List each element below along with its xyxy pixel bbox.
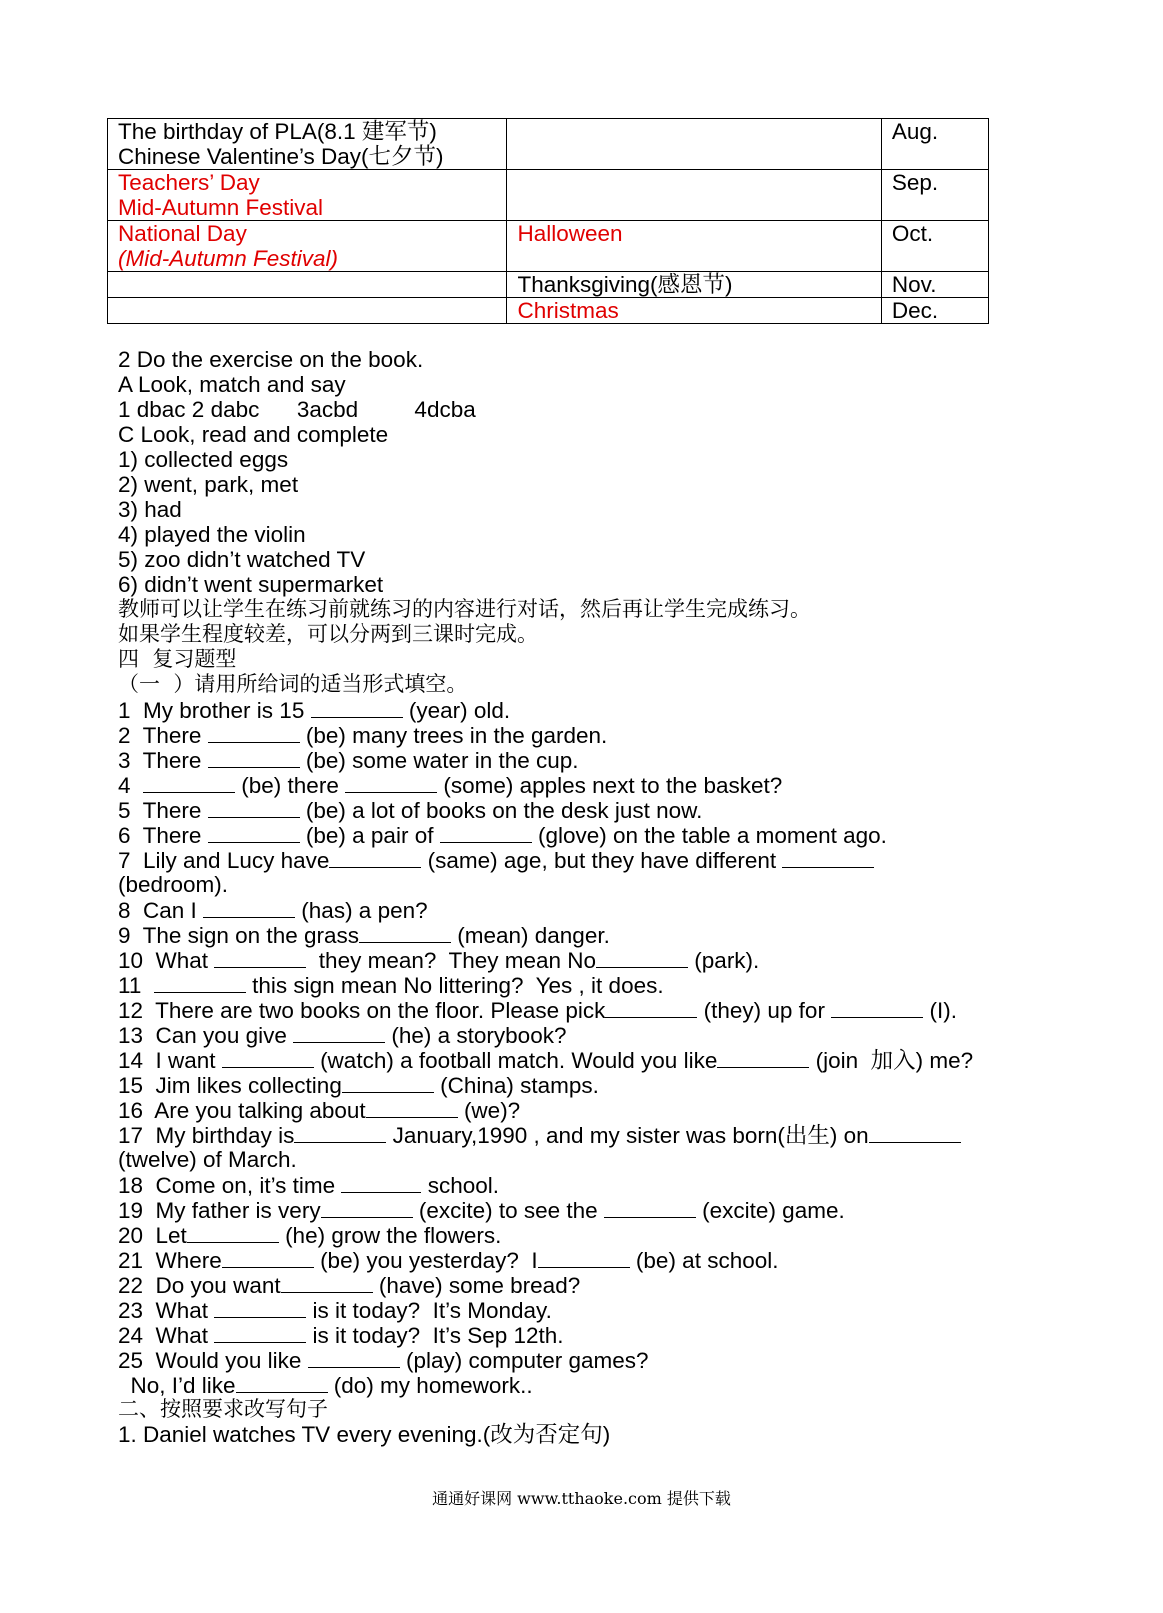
question-text: 13 Can you give [118,1023,294,1048]
table-cell [108,119,507,170]
text-line: 4) played the violin [118,522,306,547]
footer-credit: 通通好课网 www.tthaoke.com 提供下载 [432,1489,731,1508]
text-line: 如果学生程度较差，可以分两到三课时完成。 [118,622,538,646]
text-line: 2) went, park, met [118,472,299,497]
question-text: is it today? It’s Monday. [306,1298,552,1323]
question-line [118,797,1078,822]
question-text: (glove) on the table a moment ago. [531,823,887,848]
question-text: (twelve) of March. [118,1147,297,1172]
question-text: (be) a pair of [299,823,440,848]
question-text: 18 Come on, it’s time [118,1173,342,1198]
question-text: 19 My father is very [118,1198,321,1223]
question-line [118,1022,1078,1047]
question-text: (watch) a football match. Would you like [313,1048,718,1073]
question-line [118,922,1078,947]
question-text: (be) there [235,773,346,798]
question-text: January,1990 , and my sister was born(出生) on [386,1123,869,1148]
question-text: 12 There are two books on the floor. Please pick [118,998,606,1023]
question-text: (be) you yesterday? I [313,1248,538,1273]
question-text: 4 [118,773,144,798]
text-line: 教师可以让学生在练习前就练习的内容进行对话，然后再让学生完成练习。 [118,597,811,621]
table-cell [507,221,881,272]
question-line [118,847,1078,872]
answer-blank[interactable] [604,1197,696,1218]
table-row [108,170,989,221]
text-line: 1) collected eggs [118,447,289,472]
question-text: 15 Jim likes collecting [118,1073,342,1098]
question-line [118,947,1078,972]
question-line [118,1372,1078,1397]
answer-blank[interactable] [222,1247,314,1268]
answer-blank[interactable] [359,922,451,943]
section-heading: 四 复习题型 [118,647,237,671]
question-text: 9 The sign on the grass [118,923,359,948]
question-text: (join 加入) me? [809,1048,974,1073]
holiday-table [107,118,989,324]
table-row [108,221,989,272]
question-text: 22 Do you want [118,1273,281,1298]
question-text: (be) some water in the cup. [299,748,579,773]
holiday-name: National Day [118,221,247,246]
month-cell: Sep. [881,170,988,221]
month-cell: Aug. [881,119,988,170]
answer-blank[interactable] [329,847,421,868]
question-text: 24 What [118,1323,215,1348]
month-cell: Nov. [881,272,988,298]
holiday-name: Thanksgiving(感恩节) [517,272,733,297]
answer-blank[interactable] [831,997,923,1018]
question-text: 20 Let [118,1223,187,1248]
question-line [118,822,1078,847]
question-text: is it today? It’s Sep 12th. [306,1323,564,1348]
question-text: 1 My brother is 15 [118,698,311,723]
question-text: 16 Are you talking about [118,1098,366,1123]
answer-blank[interactable] [208,822,300,843]
table-cell [507,272,881,298]
question-text: 10 What [118,948,215,973]
answer-blank[interactable] [294,1122,386,1143]
question-text: (I). [923,998,957,1023]
question-line [118,1222,1078,1247]
table-cell [507,298,881,324]
question-line [118,1047,1078,1072]
question-text: school. [421,1173,499,1198]
text-line: 6) didn’t went supermarket [118,572,384,597]
holiday-name: Christmas [517,298,619,323]
section-heading: （一 ）请用所给词的适当形式填空。 [118,672,468,696]
text-line: 1 dbac 2 dabc 3acbd 4dcba [118,397,476,422]
table-row [108,298,989,324]
answer-blank[interactable] [214,947,306,968]
table-cell [108,272,507,298]
question-text: they mean? They mean No [306,948,597,973]
question-text: (has) a pen? [295,898,428,923]
month-cell: Oct. [881,221,988,272]
question-text: (excite) game. [695,1198,845,1223]
question-text: 2 There [118,723,208,748]
question-text: (excite) to see the [412,1198,604,1223]
question-text: (some) apples next to the basket? [437,773,783,798]
question-line [118,1147,1078,1172]
holiday-name: Mid-Autumn Festival [118,195,324,220]
table-cell [507,170,881,221]
answer-blank[interactable] [341,1172,421,1193]
question-text: No, I’d like [118,1373,236,1398]
question-text: (they) up for [697,998,832,1023]
table-cell [108,298,507,324]
question-line [118,1347,1078,1372]
question-text: 5 There [118,798,208,823]
answer-blank[interactable] [208,747,300,768]
answer-blank[interactable] [236,1372,328,1393]
question-text: (play) computer games? [399,1348,649,1373]
text-line: 5) zoo didn’t watched TV [118,547,366,572]
question-line [118,772,1078,797]
answer-blank[interactable] [293,1022,385,1043]
question-text: 25 Would you like [118,1348,308,1373]
question-line [118,1072,1078,1097]
answer-blank[interactable] [214,1322,306,1343]
question-text: 23 What [118,1298,215,1323]
text-line: 3) had [118,497,182,522]
answer-blank[interactable] [538,1247,630,1268]
question-text: (have) some bread? [372,1273,581,1298]
question-text: (he) grow the flowers. [278,1223,502,1248]
answer-blank[interactable] [440,822,532,843]
text-line: 2 Do the exercise on the book. [118,347,424,372]
table-cell [108,221,507,272]
answer-blank[interactable] [869,1122,961,1143]
text-line: A Look, match and say [118,372,346,397]
question-line: 1. Daniel watches TV every evening.(改为否定句) [118,1422,611,1447]
holiday-name: (Mid-Autumn Festival) [118,246,339,271]
question-line [118,1172,1078,1197]
table-cell [108,170,507,221]
question-text: (be) at school. [629,1248,779,1273]
answer-blank[interactable] [605,997,697,1018]
holiday-name: Chinese Valentine’s Day(七夕节) [118,144,444,169]
question-text: (he) a storybook? [385,1023,567,1048]
answer-blank[interactable] [203,897,295,918]
answer-blank[interactable] [308,1347,400,1368]
question-line [118,1097,1078,1122]
answer-blank[interactable] [154,972,246,993]
question-text: (park). [688,948,760,973]
answer-blank[interactable] [782,847,874,868]
question-text: 8 Can I [118,898,204,923]
month-cell: Dec. [881,298,988,324]
question-text: 6 There [118,823,208,848]
answer-blank[interactable] [281,1272,373,1293]
question-text: (mean) danger. [451,923,610,948]
question-line [118,722,1078,747]
question-text: (do) my homework.. [327,1373,533,1398]
question-line [118,1247,1078,1272]
question-line [118,1197,1078,1222]
question-text: 11 [118,973,154,998]
question-line [118,747,1078,772]
answer-blank[interactable] [345,772,437,793]
question-text: (we)? [457,1098,521,1123]
answer-blank[interactable] [187,1222,279,1243]
table-cell [507,119,881,170]
question-line [118,697,1078,722]
holiday-name: Halloween [517,221,623,246]
question-line [118,1272,1078,1297]
text-line: C Look, read and complete [118,422,389,447]
question-text: (bedroom). [118,872,229,897]
holiday-name: Teachers’ Day [118,170,260,195]
question-text: 7 Lily and Lucy have [118,848,330,873]
question-line [118,1322,1078,1347]
answer-blank[interactable] [342,1072,434,1093]
question-text: (be) a lot of books on the desk just now. [299,798,703,823]
table-row [108,119,989,170]
table-row [108,272,989,298]
question-text: 17 My birthday is [118,1123,295,1148]
question-text: (China) stamps. [433,1073,599,1098]
answer-blank[interactable] [208,797,300,818]
answer-blank[interactable] [596,947,688,968]
question-text: (year) old. [402,698,511,723]
answer-blank[interactable] [321,1197,413,1218]
document-body [118,347,1078,1447]
holiday-name: The birthday of PLA(8.1 建军节) [118,119,437,144]
question-line [118,897,1078,922]
question-text: 21 Where [118,1248,222,1273]
answer-blank[interactable] [143,772,235,793]
question-text: (be) many trees in the garden. [299,723,608,748]
answer-blank[interactable] [366,1097,458,1118]
question-line [118,872,1078,897]
question-line [118,1122,1078,1147]
question-text: (same) age, but they have different [421,848,783,873]
question-line [118,972,1078,997]
section-heading: 二、按照要求改写句子 [118,1397,328,1421]
answer-blank[interactable] [214,1297,306,1318]
answer-blank[interactable] [311,697,403,718]
question-text: 3 There [118,748,208,773]
answer-blank[interactable] [717,1047,809,1068]
answer-blank[interactable] [208,722,300,743]
question-line [118,1297,1078,1322]
question-text: 14 I want [118,1048,222,1073]
answer-blank[interactable] [222,1047,314,1068]
question-text: this sign mean No littering? Yes , it does. [245,973,664,998]
question-line [118,997,1078,1022]
